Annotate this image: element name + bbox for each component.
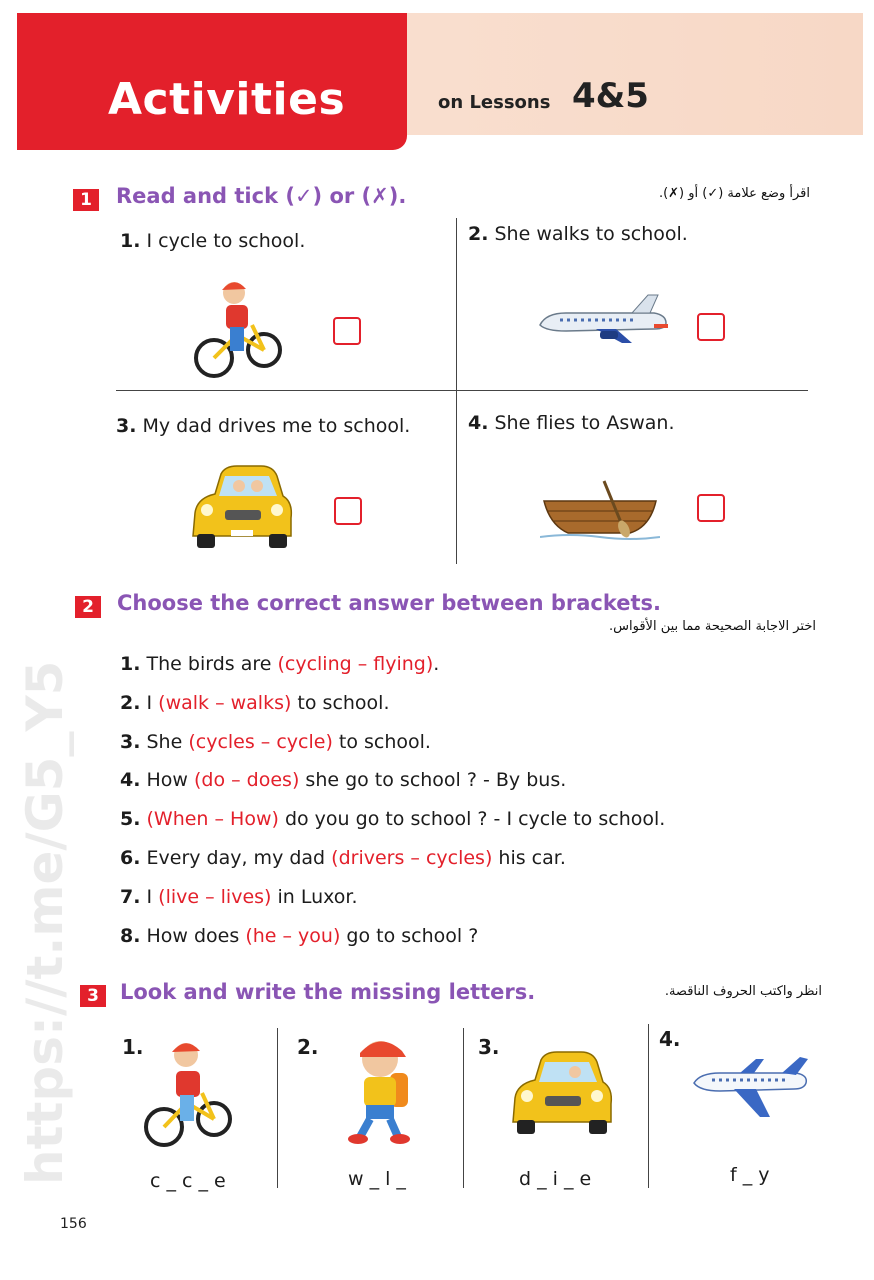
- item-text-after: she go to school ? - By bus.: [299, 769, 567, 791]
- lessons-label: on Lessons: [438, 92, 551, 113]
- section3-item-3-number: 3.: [478, 1035, 500, 1059]
- section2-item-3: [120, 731, 431, 753]
- item-number: 2.: [120, 692, 141, 714]
- section2-item-1: [120, 653, 439, 675]
- watermark: https://t.me/G5_Y5: [16, 660, 74, 1185]
- item-number: 4.: [120, 769, 141, 791]
- bracket-choice: (do – does): [194, 769, 300, 791]
- section1-item-3: [116, 415, 410, 437]
- item-text-before: I: [146, 692, 159, 714]
- item-text-after: to school.: [332, 731, 431, 753]
- bracket-choice: (When – How): [146, 808, 279, 830]
- item-text-before: I: [146, 886, 159, 908]
- section2-title: Choose the correct answer between brackets.: [117, 591, 662, 615]
- grid-divider-horizontal: [116, 390, 808, 391]
- item-text-after: to school.: [291, 692, 390, 714]
- item-text-after: .: [433, 653, 440, 675]
- tick-box-2[interactable]: [697, 313, 725, 341]
- bracket-choice: (live – lives): [158, 886, 272, 908]
- grid-divider-vertical: [456, 218, 457, 564]
- section1-arabic-instruction: اقرأ وضع علامة (✓) أو (✗).: [658, 186, 810, 201]
- missing-letters-1: c _ c _ e: [150, 1170, 226, 1192]
- item-number: 1.: [120, 230, 141, 252]
- boat-illustration: [540, 479, 660, 541]
- section2-item-7: [120, 886, 358, 908]
- section3-title: Look and write the missing letters.: [120, 980, 536, 1004]
- section3-item-2-number: 2.: [297, 1035, 319, 1059]
- section1-item-1: [120, 230, 305, 252]
- bracket-choice: (walk – walks): [158, 692, 292, 714]
- car-illustration-2: [505, 1046, 615, 1138]
- item-text-after: his car.: [492, 847, 566, 869]
- section1-number: 1: [73, 189, 99, 211]
- bracket-choice: (cycling – flying): [277, 653, 434, 675]
- airplane-illustration: [536, 293, 670, 345]
- item-text-before: How does: [146, 925, 246, 947]
- item-number: 6.: [120, 847, 141, 869]
- item-text: My dad drives me to school.: [142, 415, 411, 437]
- item-number: 8.: [120, 925, 141, 947]
- section1-item-4: [468, 412, 674, 434]
- bracket-choice: (he – you): [245, 925, 341, 947]
- item-number: 3.: [120, 731, 141, 753]
- section3-arabic-instruction: انظر واكتب الحروف الناقصة.: [664, 984, 822, 999]
- bracket-choice: (drivers – cycles): [331, 847, 493, 869]
- section2-item-8: [120, 925, 478, 947]
- section2-item-4: [120, 769, 566, 791]
- section3-number: 3: [80, 985, 106, 1007]
- item-text-before: How: [146, 769, 194, 791]
- section1-title: Read and tick (✓) or (✗).: [116, 184, 407, 208]
- item-text-before: The birds are: [146, 653, 278, 675]
- page-title: Activities: [108, 74, 346, 125]
- item-text: I cycle to school.: [146, 230, 306, 252]
- page-number: 156: [60, 1216, 87, 1232]
- tick-box-4[interactable]: [697, 494, 725, 522]
- section2-item-5: [120, 808, 665, 830]
- item-text-before: Every day, my dad: [146, 847, 332, 869]
- section3-divider-1: [277, 1028, 278, 1188]
- tick-box-3[interactable]: [334, 497, 362, 525]
- bracket-choice: (cycles – cycle): [188, 731, 333, 753]
- section2-number: 2: [75, 596, 101, 618]
- item-text: She walks to school.: [494, 223, 688, 245]
- item-text: She flies to Aswan.: [494, 412, 675, 434]
- item-text-after: go to school ?: [340, 925, 479, 947]
- section3-divider-2: [463, 1028, 464, 1188]
- item-text-after: do you go to school ? - I cycle to school.: [278, 808, 666, 830]
- tick-box-1[interactable]: [333, 317, 361, 345]
- item-number: 2.: [468, 223, 489, 245]
- section3-item-1-number: 1.: [122, 1035, 144, 1059]
- section3-item-4-number: 4.: [659, 1027, 681, 1051]
- item-number: 5.: [120, 808, 141, 830]
- section3-divider-3: [648, 1024, 649, 1188]
- section2-item-6: [120, 847, 566, 869]
- section2-arabic-instruction: اختر الاجابة الصحيحة مما بين الأقواس.: [609, 619, 816, 634]
- boy-walking-illustration: [340, 1033, 420, 1145]
- boy-cycling-illustration-2: [142, 1035, 238, 1153]
- item-number: 7.: [120, 886, 141, 908]
- item-text-before: She: [146, 731, 189, 753]
- item-text-after: in Luxor.: [271, 886, 358, 908]
- item-number: 3.: [116, 415, 137, 437]
- item-number: 4.: [468, 412, 489, 434]
- missing-letters-4: f _ y: [730, 1164, 770, 1186]
- car-illustration: [185, 458, 295, 554]
- section2-item-2: [120, 692, 390, 714]
- missing-letters-2: w _ l _: [348, 1168, 406, 1190]
- section1-item-2: [468, 223, 688, 245]
- lessons-number: 4&5: [572, 76, 649, 116]
- airplane-illustration-2: [690, 1055, 810, 1121]
- boy-cycling-illustration: [192, 275, 288, 385]
- missing-letters-3: d _ i _ e: [519, 1168, 592, 1190]
- item-number: 1.: [120, 653, 141, 675]
